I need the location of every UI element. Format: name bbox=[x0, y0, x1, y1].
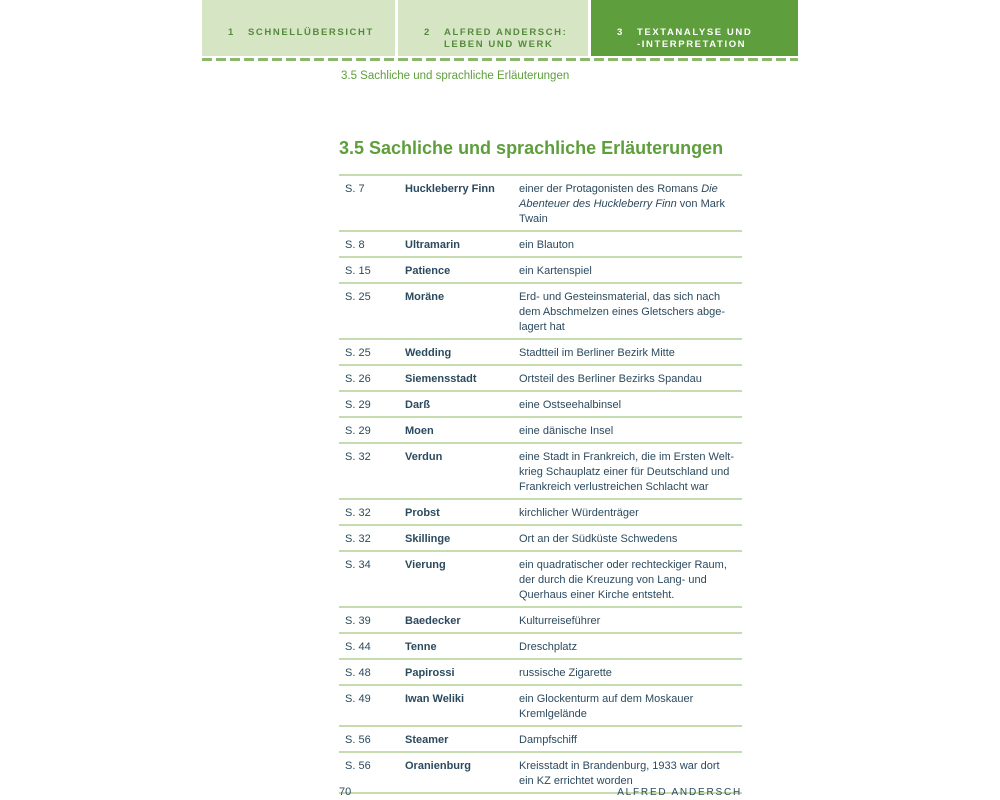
glossary-page-ref: S. 48 bbox=[345, 667, 371, 679]
glossary-row bbox=[339, 526, 742, 552]
definition-line: russische Zigarette bbox=[519, 667, 612, 679]
chapter-tab-number: 2 bbox=[424, 27, 431, 38]
glossary-page-ref: S. 39 bbox=[345, 615, 371, 627]
glossary-term: Oranienburg bbox=[405, 760, 472, 772]
glossary-definition bbox=[519, 424, 742, 439]
header-dashed-rule bbox=[202, 58, 798, 61]
glossary-term: Tenne bbox=[405, 641, 437, 653]
glossary-term: Moen bbox=[405, 425, 434, 437]
glossary-term: Skillinge bbox=[405, 533, 451, 545]
glossary-definition bbox=[519, 733, 742, 748]
definition-line: lagert hat bbox=[519, 321, 565, 333]
definition-line: eine dänische Insel bbox=[519, 425, 614, 437]
glossary-page-ref: S. 32 bbox=[345, 507, 371, 519]
glossary-definition bbox=[519, 264, 742, 279]
glossary-row bbox=[339, 284, 742, 340]
glossary-page-ref: S. 56 bbox=[345, 734, 371, 746]
definition-line: ein Kartenspiel bbox=[519, 265, 592, 277]
glossary-term: Baedecker bbox=[405, 615, 461, 627]
glossary-row bbox=[339, 608, 742, 634]
page-number: 70 bbox=[339, 786, 352, 798]
glossary-term: Papirossi bbox=[405, 667, 455, 679]
definition-line: dem Abschmelzen eines Gletschers abge- bbox=[519, 306, 726, 318]
glossary-term: Moräne bbox=[405, 291, 445, 303]
definition-line: Dampfschiff bbox=[519, 734, 577, 746]
definition-line: eine Ostseehalbinsel bbox=[519, 399, 622, 411]
glossary-page-ref: S. 34 bbox=[345, 559, 371, 571]
definition-line: kirchlicher Würdenträger bbox=[519, 507, 639, 519]
glossary-term: Darß bbox=[405, 399, 431, 411]
glossary-page-ref: S. 25 bbox=[345, 291, 371, 303]
glossary-row bbox=[339, 418, 742, 444]
definition-line: Querhaus einer Kirche entsteht. bbox=[519, 589, 675, 601]
glossary-definition bbox=[519, 640, 742, 655]
glossary-definition bbox=[519, 532, 742, 547]
glossary-row bbox=[339, 552, 742, 608]
definition-line: Twain bbox=[519, 213, 548, 225]
glossary-term: Siemensstadt bbox=[405, 373, 477, 385]
glossary-row bbox=[339, 500, 742, 526]
definition-line: ein quadratischer oder rechteckiger Raum, bbox=[519, 559, 727, 571]
glossary-row bbox=[339, 444, 742, 500]
glossary-definition bbox=[519, 558, 742, 603]
glossary-page-ref: S. 7 bbox=[345, 183, 365, 195]
glossary-term: Ultramarin bbox=[405, 239, 461, 251]
glossary-definition bbox=[519, 346, 742, 361]
glossary-row bbox=[339, 232, 742, 258]
chapter-tab-label: LEBEN UND WERK bbox=[444, 39, 554, 50]
glossary-page-ref: S. 44 bbox=[345, 641, 371, 653]
chapter-tab-number: 1 bbox=[228, 27, 235, 38]
chapter-tab-label: ALFRED ANDERSCH: bbox=[444, 27, 568, 38]
definition-line: Kreisstadt in Brandenburg, 1933 war dort bbox=[519, 760, 720, 772]
definition-line: Kremlgelände bbox=[519, 708, 587, 720]
glossary-row bbox=[339, 340, 742, 366]
glossary-definition bbox=[519, 372, 742, 387]
definition-line: der durch die Kreuzung von Lang- und bbox=[519, 574, 707, 586]
definition-line: Ortsteil des Berliner Bezirks Spandau bbox=[519, 373, 702, 385]
glossary-row bbox=[339, 727, 742, 753]
glossary-term: Patience bbox=[405, 265, 451, 277]
glossary-row bbox=[339, 366, 742, 392]
definition-line: Stadtteil im Berliner Bezirk Mitte bbox=[519, 347, 675, 359]
glossary-definition bbox=[519, 290, 742, 335]
glossary-page-ref: S. 56 bbox=[345, 760, 371, 772]
definition-line: einer der Protagonisten des Romans Die bbox=[519, 183, 718, 195]
glossary-row bbox=[339, 258, 742, 284]
definition-line: Dreschplatz bbox=[519, 641, 578, 653]
glossary-term: Verdun bbox=[405, 451, 443, 463]
definition-line: ein Glockenturm auf dem Moskauer bbox=[519, 693, 694, 705]
definition-line: Erd- und Gesteinsmaterial, das sich nach bbox=[519, 291, 721, 303]
glossary-page-ref: S. 49 bbox=[345, 693, 371, 705]
chapter-tab-1[interactable] bbox=[202, 0, 395, 56]
glossary-row bbox=[339, 660, 742, 686]
chapter-tab-label: TEXTANALYSE UND bbox=[637, 27, 753, 38]
glossary-definition bbox=[519, 238, 742, 253]
chapter-tab-label: -INTERPRETATION bbox=[637, 39, 747, 50]
glossary-definition bbox=[519, 759, 742, 789]
glossary-term: Steamer bbox=[405, 734, 449, 746]
glossary-term: Iwan Weliki bbox=[405, 693, 465, 705]
definition-line: Abenteuer des Huckleberry Finn von Mark bbox=[519, 198, 726, 210]
glossary-definition bbox=[519, 666, 742, 681]
definition-line: ein KZ errichtet worden bbox=[519, 775, 633, 787]
glossary-page-ref: S. 26 bbox=[345, 373, 371, 385]
glossary-row bbox=[339, 392, 742, 418]
glossary-row bbox=[339, 686, 742, 727]
glossary-page-ref: S. 15 bbox=[345, 265, 371, 277]
glossary-definition bbox=[519, 506, 742, 521]
glossary-term: Wedding bbox=[405, 347, 452, 359]
chapter-tab-2[interactable] bbox=[398, 0, 588, 56]
definition-line: Kulturreiseführer bbox=[519, 615, 601, 627]
running-head: 3.5 Sachliche und sprachliche Erläuterungen bbox=[341, 70, 570, 82]
definition-line: Ort an der Südküste Schwedens bbox=[519, 533, 678, 545]
definition-line: krieg Schauplatz einer für Deutschland und bbox=[519, 466, 730, 478]
glossary-term: Vierung bbox=[405, 559, 446, 571]
footer-author: ALFRED ANDERSCH bbox=[617, 787, 742, 798]
chapter-tab-label: SCHNELLÜBERSICHT bbox=[248, 27, 374, 38]
chapter-tab-3-active[interactable] bbox=[591, 0, 798, 56]
glossary-page-ref: S. 32 bbox=[345, 533, 371, 545]
glossary-definition bbox=[519, 398, 742, 413]
glossary-definition bbox=[519, 692, 742, 722]
glossary-term: Huckleberry Finn bbox=[405, 183, 495, 195]
glossary-term: Probst bbox=[405, 507, 440, 519]
glossary-row bbox=[339, 176, 742, 232]
glossary-page-ref: S. 29 bbox=[345, 399, 371, 411]
glossary-row bbox=[339, 634, 742, 660]
glossary-table bbox=[339, 174, 742, 794]
glossary-definition bbox=[519, 182, 742, 227]
definition-line: eine Stadt in Frankreich, die im Ersten Welt- bbox=[519, 451, 734, 463]
glossary-page-ref: S. 29 bbox=[345, 425, 371, 437]
glossary-page-ref: S. 25 bbox=[345, 347, 371, 359]
chapter-navigation bbox=[202, 0, 798, 56]
glossary-definition bbox=[519, 450, 742, 495]
chapter-tab-number: 3 bbox=[617, 27, 624, 38]
definition-line: ein Blauton bbox=[519, 239, 575, 251]
glossary-page-ref: S. 32 bbox=[345, 451, 371, 463]
glossary-page-ref: S. 8 bbox=[345, 239, 365, 251]
section-title: 3.5 Sachliche und sprachliche Erläuterungen bbox=[339, 138, 724, 158]
glossary-definition bbox=[519, 614, 742, 629]
definition-line: Frankreich verlustreichen Schlacht war bbox=[519, 481, 709, 493]
